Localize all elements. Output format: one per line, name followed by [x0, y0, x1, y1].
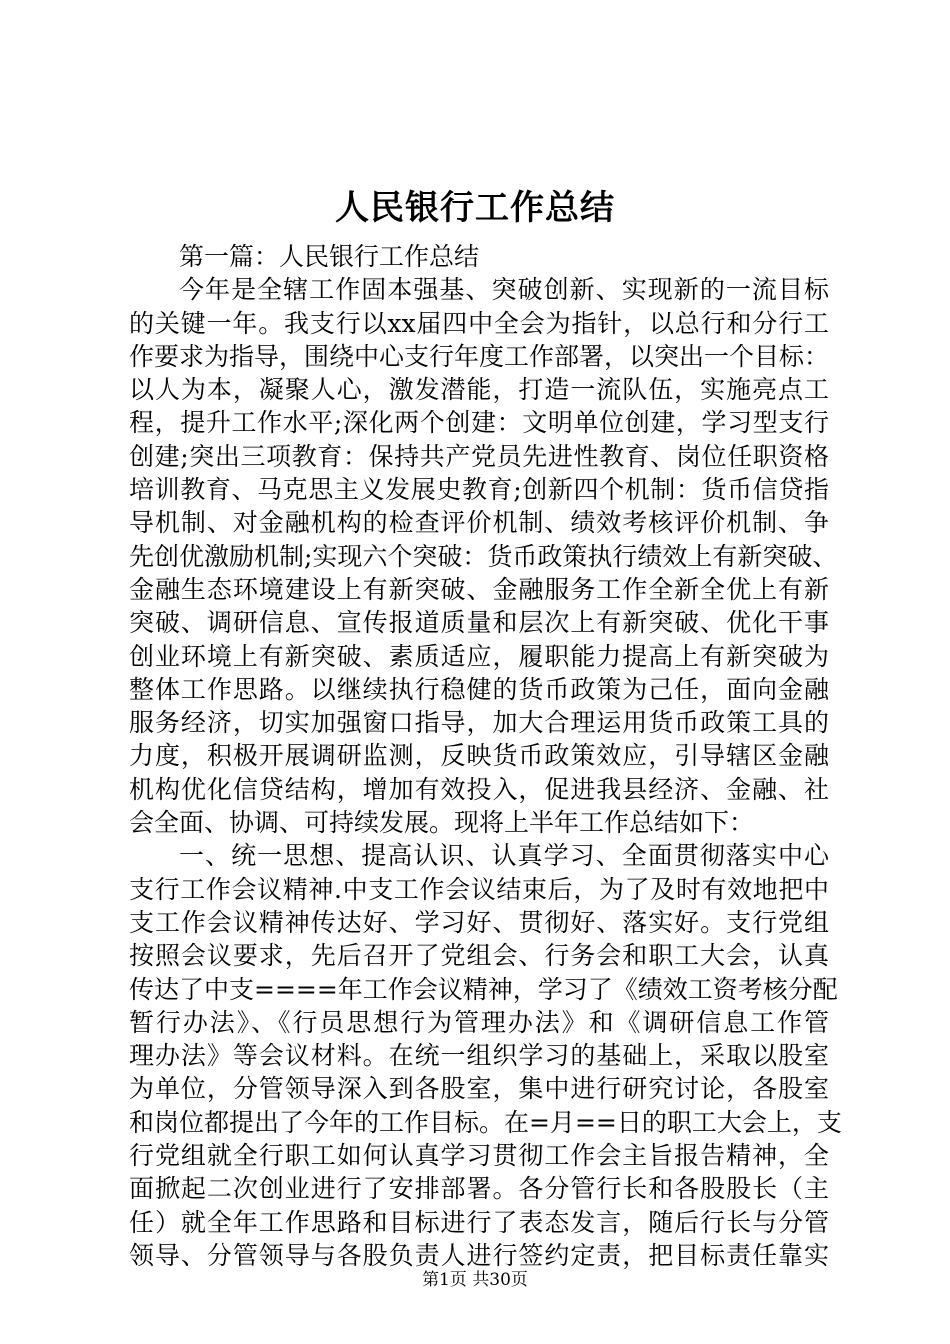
text-line: 支工作会议精神传达好、学习好、贯彻好、落实好。支行党组 [129, 907, 829, 937]
text-line: 今年是全辖工作固本强基、突破创新、实现新的一流目标 [179, 275, 829, 305]
text-line: 传达了中支====年工作会议精神，学习了《绩效工资考核分配 [129, 974, 838, 1004]
document-title: 人民银行工作总结 [335, 188, 615, 228]
text-line: 作要求为指导，围绕中心支行年度工作部署，以突出一个目标： [129, 341, 830, 371]
text-line: 先创优激励机制;实现六个突破：货币政策执行绩效上有新突破、 [129, 541, 838, 571]
text-line: 金融生态环境建设上有新突破、金融服务工作全新全优上有新 [129, 574, 829, 604]
text-line: 第一篇：人民银行工作总结 [179, 242, 480, 271]
text-line: 的关键一年。我支行以xx届四中全会为指针，以总行和分行工 [129, 308, 829, 338]
page-number-footer: 第1页 共30页 [422, 1270, 528, 1290]
text-line: 以人为本，凝聚人心，激发潜能，打造一流队伍，实施亮点工 [129, 375, 829, 405]
text-line: 整体工作思路。以继续执行稳健的货币政策为己任，面向金融 [129, 674, 829, 704]
text-line: 一、统一思想、提高认识、认真学习、全面贯彻落实中心 [179, 841, 829, 871]
text-line: 会全面、协调、可持续发展。现将上半年工作总结如下： [129, 808, 755, 838]
text-line: 导机制、对金融机构的检查评价机制、绩效考核评价机制、争 [129, 508, 829, 538]
text-line: 暂行办法》、《行员思想行为管理办法》和《调研信息工作管 [129, 1007, 829, 1037]
text-line: 突破、调研信息、宣传报道质量和层次上有新突破、优化干事 [129, 608, 829, 638]
text-line: 支行工作会议精神.中支工作会议结束后，为了及时有效地把中 [129, 874, 829, 904]
text-line: 面掀起二次创业进行了安排部署。各分管行长和各股股长（主 [129, 1174, 829, 1204]
text-line: 创建;突出三项教育：保持共产党员先进性教育、岗位任职资格 [129, 441, 829, 471]
text-line: 和岗位都提出了今年的工作目标。在=月==日的职工大会上，支 [129, 1107, 842, 1137]
text-line: 服务经济，切实加强窗口指导，加大合理运用货币政策工具的 [129, 708, 829, 738]
text-line: 力度，积极开展调研监测，反映货币政策效应，引导辖区金融 [129, 741, 829, 771]
text-line: 创业环境上有新突破、素质适应，履职能力提高上有新突破为 [129, 641, 829, 671]
text-line: 任）就全年工作思路和目标进行了表态发言，随后行长与分管 [129, 1207, 829, 1237]
document-body [129, 240, 842, 1272]
text-line: 程，提升工作水平;深化两个创建：文明单位创建，学习型支行 [129, 408, 829, 438]
text-line: 机构优化信贷结构，增加有效投入，促进我县经济、金融、社 [129, 774, 829, 804]
text-line: 培训教育、马克思主义发展史教育;创新四个机制：货币信贷指 [129, 475, 829, 505]
text-line: 行党组就全行职工如何认真学习贯彻工作会主旨报告精神，全 [129, 1141, 829, 1171]
text-line: 理办法》等会议材料。在统一组织学习的基础上，采取以股室 [129, 1041, 829, 1071]
text-line: 领导、分管领导与各股负责人进行签约定责，把目标责任靠实 [129, 1240, 829, 1270]
text-line: 为单位，分管领导深入到各股室，集中进行研究讨论，各股室 [129, 1074, 829, 1104]
text-line: 按照会议要求，先后召开了党组会、行务会和职工大会，认真 [129, 941, 829, 971]
